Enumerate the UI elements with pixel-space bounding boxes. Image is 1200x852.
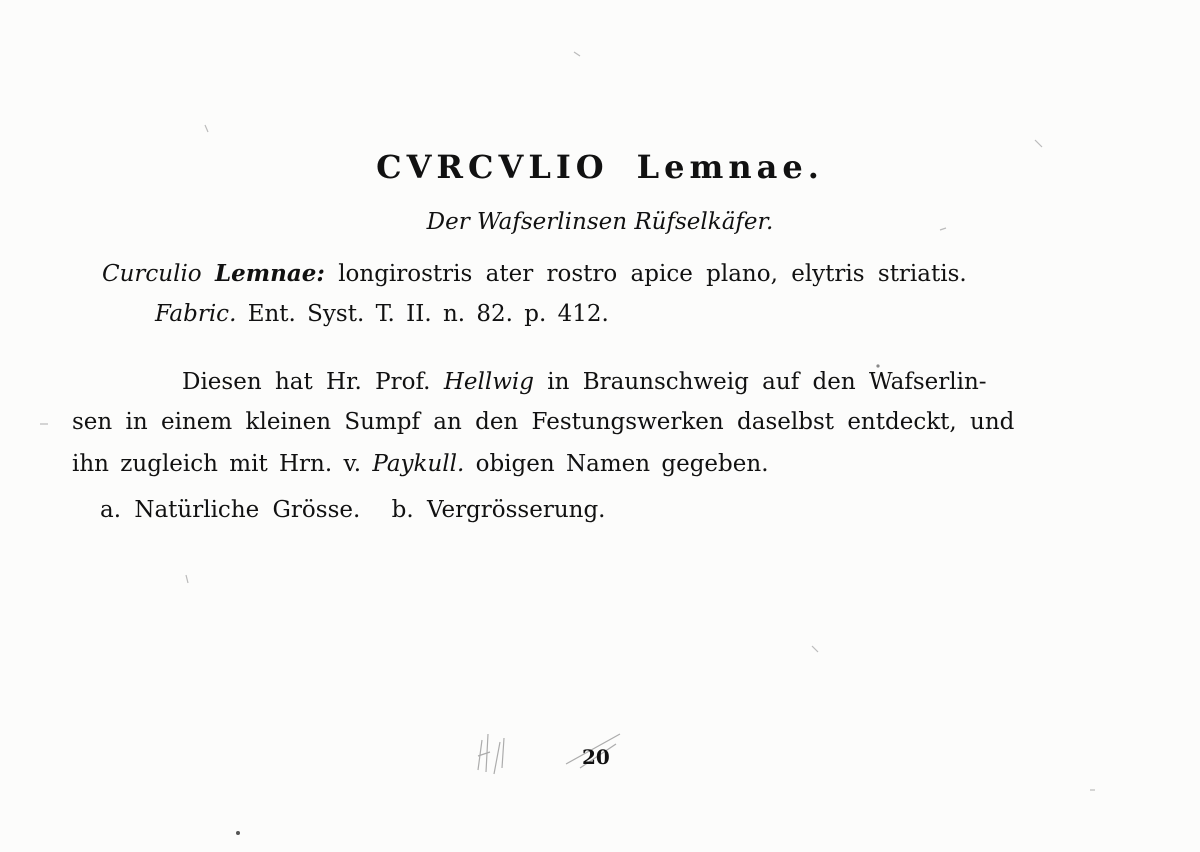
- description-line-1: [182, 369, 987, 395]
- description-line-3: [72, 451, 769, 477]
- title-species: Lemnae.: [636, 148, 824, 186]
- person-name: Hellwig: [443, 369, 534, 395]
- page-number: 20: [582, 745, 610, 769]
- description-text: ihn zugleich mit Hrn. v.: [72, 451, 362, 477]
- description-text: Diesen hat Hr. Prof.: [182, 369, 431, 395]
- synonym-diagnosis: longirostris ater rostro apice plano, elytris striatis.: [338, 261, 967, 287]
- description-text: obigen Namen gegeben.: [475, 451, 769, 477]
- synonym-line-1: [102, 260, 967, 287]
- legend-item-b: b. Vergrösserung.: [391, 497, 606, 523]
- synonym-line-2: [155, 301, 609, 327]
- synonym-genus: Curculio: [102, 261, 202, 287]
- reference-author: Fabric.: [155, 301, 237, 327]
- synonym-species: Lemnae:: [214, 260, 325, 287]
- page-title: [0, 148, 1200, 186]
- legend-item-a: a. Natürliche Grösse.: [100, 497, 361, 523]
- reference-text: Ent. Syst. T. II. n. 82. p. 412.: [247, 301, 609, 327]
- person-name: Paykull.: [372, 451, 465, 477]
- description-line-2: sen in einem kleinen Sumpf an den Festungswerken daselbst entdeckt, und: [72, 409, 1015, 435]
- figure-legend: [100, 497, 606, 523]
- description-text: in Braunschweig auf den Wafserlin-: [547, 369, 987, 395]
- title-genus: CVRCVLIO: [376, 148, 609, 186]
- page-subtitle: Der Wafserlinsen Rüfselkäfer.: [426, 209, 774, 235]
